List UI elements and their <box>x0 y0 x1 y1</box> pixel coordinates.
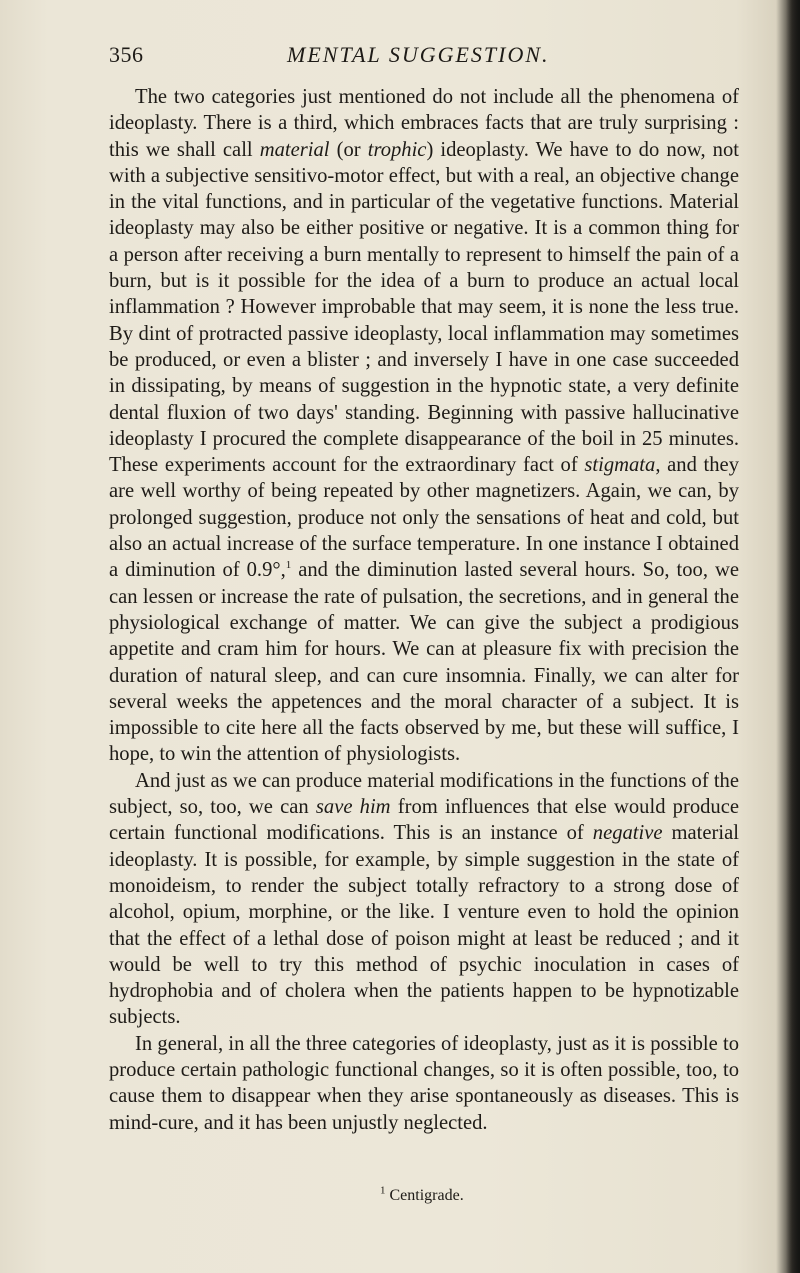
footnote-reference: 1 <box>285 559 292 572</box>
text-run: The two categories just mentioned do not include all the phenomena of ideoplasty. There is a third, which embraces facts that are truly surprising : this we shall call <box>109 86 739 161</box>
text-run: (or <box>329 138 368 161</box>
paragraph-1 <box>109 84 739 768</box>
emphasis-stigmata: stigmata <box>584 454 656 477</box>
page-number: 356 <box>109 42 144 67</box>
text-run: material ideoplasty. It is possible, for example, by simple suggestion in the state of monoideism, to render the subject totally refractory to a strong dose of alcohol, opium, morphine, or the like. I venture even to hold the opinion that the effect of a lethal dose of poison might at least be reduced ; and it would be well to try this method of psychic inoculation in cases of hydrophobia and of cholera when the patients happen to be hypnotizable subjects. <box>109 822 739 1029</box>
body-text <box>109 84 739 1136</box>
footnote-text: Centigrade. <box>389 1187 464 1204</box>
text-run: and the diminution lasted several hours. So, too, we can lessen or increase the rate of pulsation, the secretions, and in general the physiological exchange of matter. We can give the subject a prodigious appetite and cram him for hours. We can at pleasure fix with precision the duration of natural sleep, and can cure insomnia. Finally, we can alter for several weeks the appetences and the moral character of a subject. It is impossible to cite here all the facts observed by me, but these will suffice, I hope, to win the attention of physiologists. <box>109 559 739 766</box>
page-header <box>109 42 709 72</box>
running-title: MENTAL SUGGESTION. <box>287 42 550 67</box>
text-run: ) ideoplasty. We have to do now, not with a subjective sensitivo-motor effect, but with a real, an objective change in the vital functions, and in particular of the vegetative functions. Material ideoplasty may also be either positive or negative. It is a common thing for a person after receiving a burn mentally to represent to himself the pain of a burn, but is it possible for the idea of a burn to produce an actual local inflammation ? However improbable that may seem, it is none the less true. By dint of protracted passive ideoplasty, local inflammation may sometimes be produced, or even a blister ; and inversely I have in one case succeeded in dissipating, by means of suggestion in the hypnotic state, a very definite dental fluxion of two days' standing. Beginning with passive hallucinative ideoplasty I procured the complete disappearance of the boil in 25 minutes. These experiments account for the extraordinary fact of <box>109 138 739 477</box>
footnote <box>380 1184 464 1205</box>
text-run: And just as we can produce material modifications in the functions of the subject, so, too, we can <box>109 769 739 819</box>
text-run: from influences that else would produce certain functional modifications. This is an instance of <box>109 796 739 845</box>
paragraph-2 <box>109 768 739 1031</box>
paragraph-3 <box>109 1031 739 1136</box>
emphasis-material: material <box>259 138 330 161</box>
emphasis-negative: negative <box>592 822 663 845</box>
text-run: , and they are well worthy of being repeated by other magnetizers. Again, we can, by prolonged suggestion, produce not only the sensations of heat and cold, but also an actual increase of the surface temperature. In one instance I obtained a diminution of 0.9°, <box>109 454 739 582</box>
footnote-marker: 1 <box>380 1184 386 1197</box>
emphasis-trophic: trophic <box>367 138 427 161</box>
page-edge-shadow <box>786 0 800 1273</box>
emphasis-save-him: save him <box>315 796 391 819</box>
text-run: In general, in all the three categories of ideoplasty, just as it is possible to produce certain pathologic functional changes, so it is often possible, too, to cause them to disappear when they arise spontaneously as diseases. This is mind-cure, and it has been unjustly neglected. <box>109 1032 739 1134</box>
